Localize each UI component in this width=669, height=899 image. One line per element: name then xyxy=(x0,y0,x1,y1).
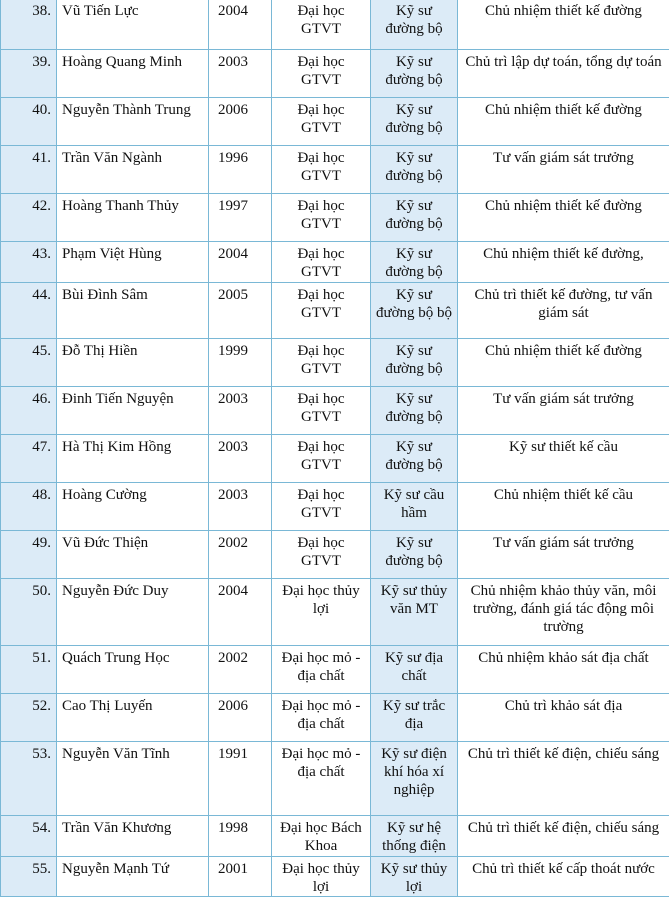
row-number-cell: 43. xyxy=(1,242,57,283)
table-row xyxy=(1,283,669,339)
graduation-year-cell: 2004 xyxy=(209,0,272,50)
graduation-year-cell: 2003 xyxy=(209,50,272,98)
staff-name-cell: Hoàng Cường xyxy=(57,483,209,531)
table-row xyxy=(1,816,669,857)
project-role-cell: Chủ nhiệm khảo thủy văn, môi trường, đánh giá tác động môi trường xyxy=(458,579,669,646)
university-cell: Đại học GTVT xyxy=(272,339,371,387)
graduation-year-cell: 2001 xyxy=(209,857,272,897)
table-row xyxy=(1,435,669,483)
staff-name-cell: Vũ Đức Thiện xyxy=(57,531,209,579)
university-cell: Đại học mỏ - địa chất xyxy=(272,646,371,694)
degree-cell: Kỹ sư đường bộ xyxy=(371,50,458,98)
degree-cell: Kỹ sư đường bộ xyxy=(371,435,458,483)
table-row xyxy=(1,0,669,50)
graduation-year-cell: 1997 xyxy=(209,194,272,242)
project-role-cell: Chủ nhiệm thiết kế đường xyxy=(458,339,669,387)
project-role-cell: Tư vấn giám sát trưởng xyxy=(458,531,669,579)
row-number-cell: 47. xyxy=(1,435,57,483)
staff-name-cell: Hoàng Quang Minh xyxy=(57,50,209,98)
project-role-cell: Kỹ sư thiết kế cầu xyxy=(458,435,669,483)
project-role-cell: Chủ trì khảo sát địa xyxy=(458,694,669,742)
degree-cell: Kỹ sư đường bộ xyxy=(371,146,458,194)
row-number-cell: 46. xyxy=(1,387,57,435)
table-row xyxy=(1,646,669,694)
staff-name-cell: Bùi Đình Sâm xyxy=(57,283,209,339)
university-cell: Đại học GTVT xyxy=(272,50,371,98)
table-row xyxy=(1,531,669,579)
row-number-cell: 42. xyxy=(1,194,57,242)
project-role-cell: Chủ nhiệm thiết kế cầu xyxy=(458,483,669,531)
university-cell: Đại học GTVT xyxy=(272,387,371,435)
table-row xyxy=(1,742,669,816)
row-number-cell: 50. xyxy=(1,579,57,646)
staff-name-cell: Nguyễn Văn Tĩnh xyxy=(57,742,209,816)
staff-name-cell: Phạm Việt Hùng xyxy=(57,242,209,283)
degree-cell: Kỹ sư đường bộ xyxy=(371,194,458,242)
graduation-year-cell: 2006 xyxy=(209,98,272,146)
degree-cell: Kỹ sư trắc địa xyxy=(371,694,458,742)
staff-name-cell: Đỗ Thị Hiền xyxy=(57,339,209,387)
table-row xyxy=(1,339,669,387)
graduation-year-cell: 2006 xyxy=(209,694,272,742)
project-role-cell: Chủ trì thiết kế điện, chiếu sáng xyxy=(458,816,669,857)
staff-name-cell: Đinh Tiến Nguyện xyxy=(57,387,209,435)
row-number-cell: 40. xyxy=(1,98,57,146)
staff-name-cell: Nguyễn Đức Duy xyxy=(57,579,209,646)
staff-name-cell: Nguyễn Thành Trung xyxy=(57,98,209,146)
row-number-cell: 52. xyxy=(1,694,57,742)
university-cell: Đại học GTVT xyxy=(272,435,371,483)
graduation-year-cell: 1991 xyxy=(209,742,272,816)
university-cell: Đại học GTVT xyxy=(272,194,371,242)
university-cell: Đại học GTVT xyxy=(272,0,371,50)
row-number-cell: 49. xyxy=(1,531,57,579)
table-row xyxy=(1,387,669,435)
row-number-cell: 54. xyxy=(1,816,57,857)
degree-cell: Kỹ sư cầu hầm xyxy=(371,483,458,531)
university-cell: Đại học thủy lợi xyxy=(272,579,371,646)
staff-name-cell: Hà Thị Kim Hồng xyxy=(57,435,209,483)
graduation-year-cell: 1998 xyxy=(209,816,272,857)
graduation-year-cell: 2003 xyxy=(209,483,272,531)
university-cell: Đại học mỏ - địa chất xyxy=(272,742,371,816)
university-cell: Đại học mỏ - địa chất xyxy=(272,694,371,742)
row-number-cell: 48. xyxy=(1,483,57,531)
project-role-cell: Chủ trì thiết kế cấp thoát nước xyxy=(458,857,669,897)
graduation-year-cell: 2005 xyxy=(209,283,272,339)
university-cell: Đại học GTVT xyxy=(272,98,371,146)
project-role-cell: Chủ nhiệm thiết kế đường xyxy=(458,194,669,242)
table-row xyxy=(1,694,669,742)
university-cell: Đại học GTVT xyxy=(272,283,371,339)
project-role-cell: Chủ trì thiết kế điện, chiếu sáng xyxy=(458,742,669,816)
degree-cell: Kỹ sư đường bộ bộ xyxy=(371,283,458,339)
degree-cell: Kỹ sư đường bộ xyxy=(371,339,458,387)
table-row xyxy=(1,579,669,646)
graduation-year-cell: 2003 xyxy=(209,435,272,483)
staff-name-cell: Hoàng Thanh Thủy xyxy=(57,194,209,242)
project-role-cell: Chủ trì lập dự toán, tổng dự toán xyxy=(458,50,669,98)
university-cell: Đại học GTVT xyxy=(272,146,371,194)
university-cell: Đại học thủy lợi xyxy=(272,857,371,897)
graduation-year-cell: 1996 xyxy=(209,146,272,194)
table-row xyxy=(1,483,669,531)
graduation-year-cell: 2003 xyxy=(209,387,272,435)
graduation-year-cell: 2002 xyxy=(209,646,272,694)
degree-cell: Kỹ sư hệ thống điện xyxy=(371,816,458,857)
project-role-cell: Chủ nhiệm thiết kế đường xyxy=(458,98,669,146)
project-role-cell: Chủ nhiệm thiết kế đường xyxy=(458,0,669,50)
graduation-year-cell: 2002 xyxy=(209,531,272,579)
university-cell: Đại học GTVT xyxy=(272,242,371,283)
degree-cell: Kỹ sư đường bộ xyxy=(371,0,458,50)
table-row xyxy=(1,50,669,98)
staff-name-cell: Quách Trung Học xyxy=(57,646,209,694)
project-role-cell: Tư vấn giám sát trưởng xyxy=(458,146,669,194)
university-cell: Đại học GTVT xyxy=(272,483,371,531)
degree-cell: Kỹ sư đường bộ xyxy=(371,387,458,435)
table-row xyxy=(1,242,669,283)
degree-cell: Kỹ sư thủy văn MT xyxy=(371,579,458,646)
degree-cell: Kỹ sư địa chất xyxy=(371,646,458,694)
university-cell: Đại học GTVT xyxy=(272,531,371,579)
graduation-year-cell: 2004 xyxy=(209,579,272,646)
project-role-cell: Tư vấn giám sát trưởng xyxy=(458,387,669,435)
project-role-cell: Chủ trì thiết kế đường, tư vấn giám sát xyxy=(458,283,669,339)
project-role-cell: Chủ nhiệm thiết kế đường, xyxy=(458,242,669,283)
graduation-year-cell: 2004 xyxy=(209,242,272,283)
staff-name-cell: Nguyễn Mạnh Tứ xyxy=(57,857,209,897)
row-number-cell: 45. xyxy=(1,339,57,387)
staff-name-cell: Vũ Tiến Lực xyxy=(57,0,209,50)
row-number-cell: 38. xyxy=(1,0,57,50)
university-cell: Đại học Bách Khoa xyxy=(272,816,371,857)
table-row xyxy=(1,146,669,194)
project-role-cell: Chủ nhiệm khảo sát địa chất xyxy=(458,646,669,694)
table-row xyxy=(1,857,669,897)
degree-cell: Kỹ sư điện khí hóa xí nghiệp xyxy=(371,742,458,816)
table-row xyxy=(1,194,669,242)
degree-cell: Kỹ sư đường bộ xyxy=(371,242,458,283)
degree-cell: Kỹ sư thủy lợi xyxy=(371,857,458,897)
row-number-cell: 53. xyxy=(1,742,57,816)
table-row xyxy=(1,98,669,146)
graduation-year-cell: 1999 xyxy=(209,339,272,387)
row-number-cell: 39. xyxy=(1,50,57,98)
degree-cell: Kỹ sư đường bộ xyxy=(371,98,458,146)
degree-cell: Kỹ sư đường bộ xyxy=(371,531,458,579)
staff-name-cell: Cao Thị Luyến xyxy=(57,694,209,742)
row-number-cell: 44. xyxy=(1,283,57,339)
row-number-cell: 55. xyxy=(1,857,57,897)
staff-name-cell: Trần Văn Khương xyxy=(57,816,209,857)
row-number-cell: 41. xyxy=(1,146,57,194)
row-number-cell: 51. xyxy=(1,646,57,694)
staff-name-cell: Trần Văn Ngành xyxy=(57,146,209,194)
staff-table-body xyxy=(1,0,669,897)
